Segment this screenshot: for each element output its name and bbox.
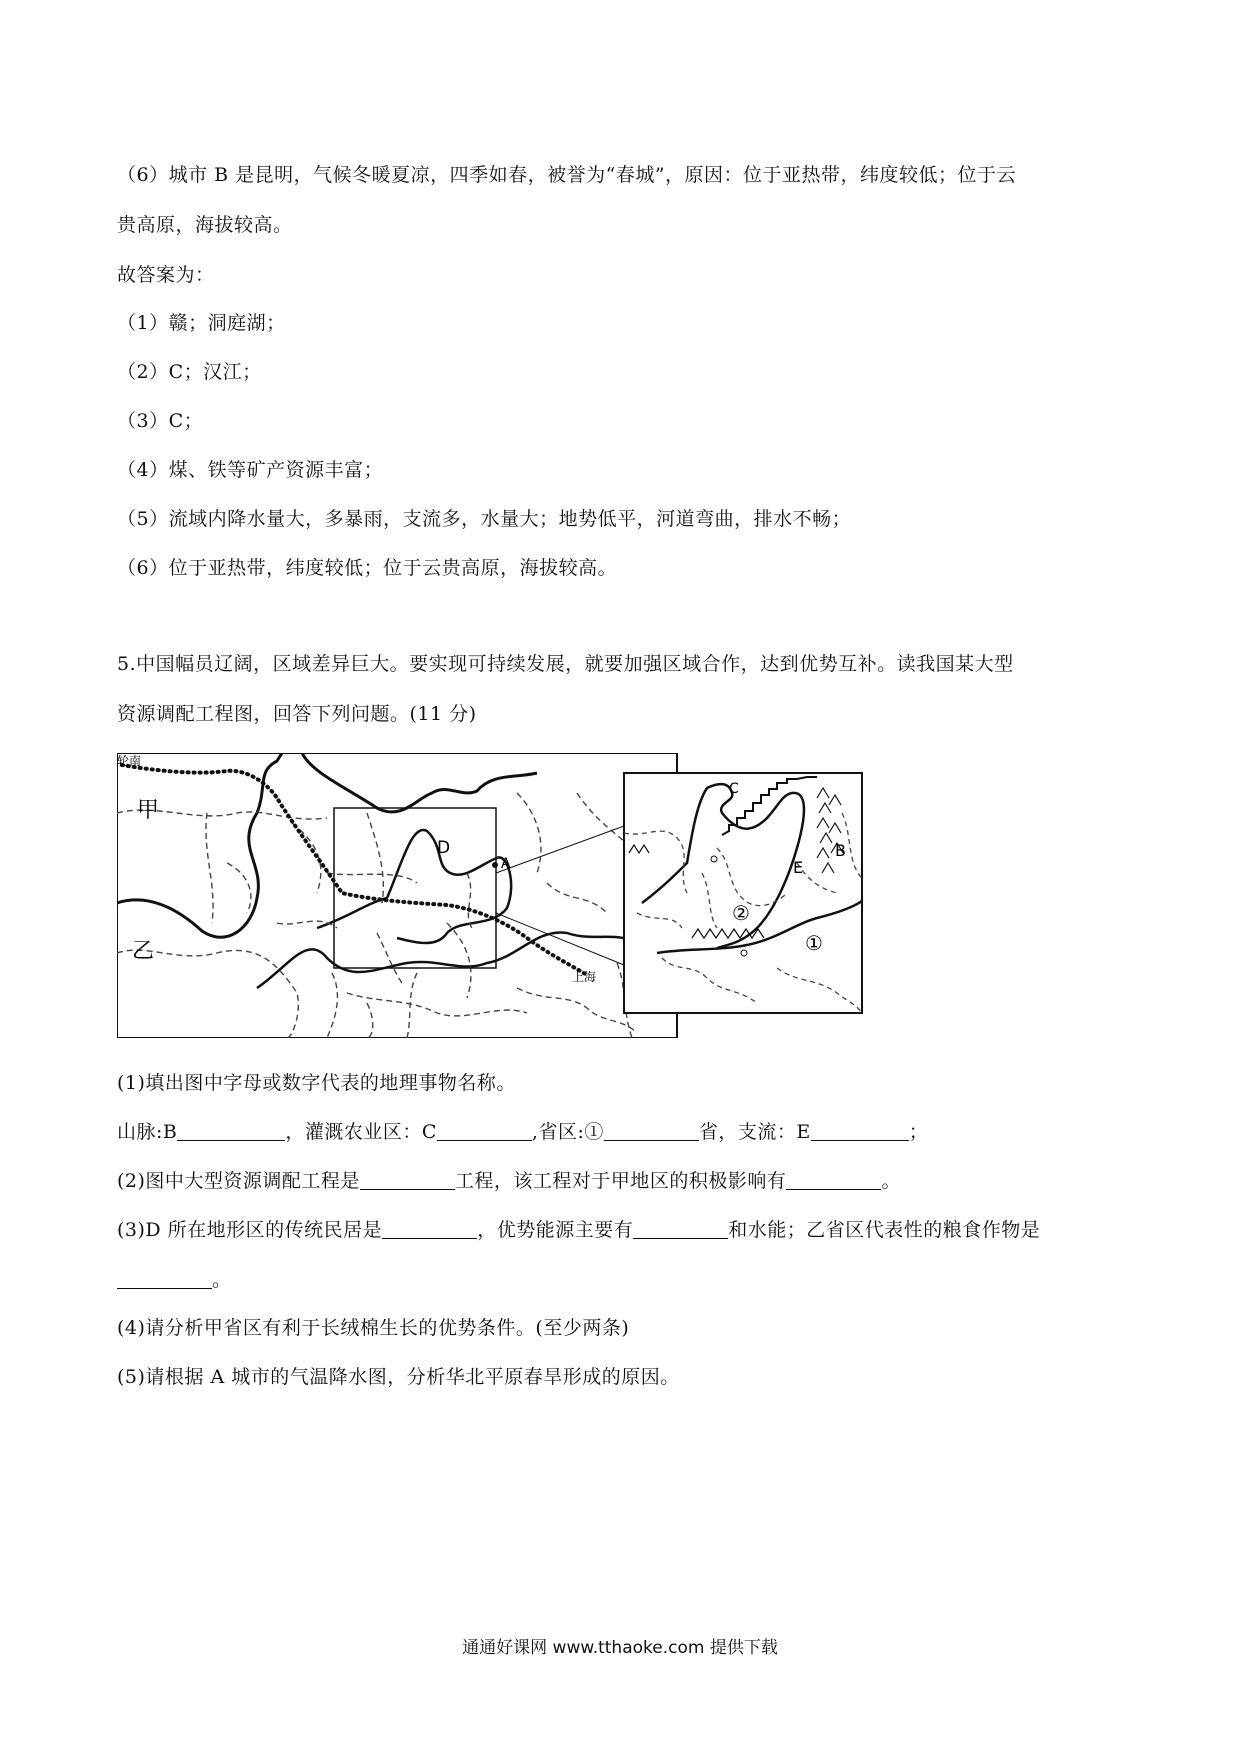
q2-part2: 工程，该工程对于甲地区的积极影响有 (454, 1170, 787, 1192)
dwelling-blank[interactable] (382, 1220, 477, 1239)
q5-sub2 (117, 1166, 901, 1193)
label-d: D (437, 838, 451, 858)
tributary-blank[interactable] (811, 1122, 909, 1141)
answer-2: （2）C；汉江； (117, 361, 262, 383)
q5-sub5: (5)请根据 A 城市的气温降水图，分析华北平原春旱形成的原因。 (117, 1366, 680, 1388)
label-e: E (793, 858, 804, 877)
page-footer: 通通好课网 www.tthaoke.com 提供下载 (462, 1638, 778, 1658)
left-map-frame (117, 753, 677, 1038)
label-lunnan: 轮南 (117, 754, 142, 768)
q5-stem-line1: 5.中国幅员辽阔，区域差异巨大。要实现可持续发展，就要加强区域合作，达到优势互补。读我国某大型 (117, 653, 1014, 675)
left-map (117, 753, 677, 1038)
q5-sub4: (4)请分析甲省区有利于长绒棉生长的优势条件。(至少两条) (117, 1317, 630, 1339)
answer-intro: 故答案为： (117, 264, 215, 286)
q5-sub3 (117, 1215, 1040, 1242)
q2-part3: 。 (881, 1170, 901, 1192)
q5-stem-line2: 资源调配工程图，回答下列问题。(11 分) (117, 703, 477, 725)
q5-sub1: (1)填出图中字母或数字代表的地理事物名称。 (117, 1072, 516, 1094)
answer-4: （4）煤、铁等矿产资源丰富； (117, 459, 384, 481)
label-c: C (729, 781, 739, 797)
label-a: A (501, 856, 511, 872)
answer-5: （5）流域内降水量大，多暴雨，支流多，水量大；地势低平，河道弯曲，排水不畅； (117, 508, 852, 530)
q3-part2: ，优势能源主要有 (477, 1219, 634, 1241)
answer-1: （1）赣；洞庭湖； (117, 312, 286, 334)
item6-line1: （6）城市 B 是昆明，气候冬暖夏凉，四季如春，被誉为“春城”，原因：位于亚热带，纬度较低；位于云 (117, 164, 1017, 186)
mountain-blank[interactable] (177, 1122, 285, 1141)
answer-6: （6）位于亚热带，纬度较低；位于云贵高原，海拔较高。 (117, 557, 618, 579)
label-circle-2: ② (732, 901, 750, 925)
irrigation-label: ，灌溉农业区：C (285, 1121, 437, 1143)
q5-sub1-fill (117, 1117, 928, 1144)
label-b: B (835, 841, 846, 860)
q3-part3: 和水能；乙省区代表性的粮食作物是 (728, 1219, 1041, 1241)
label-jia: 甲 (137, 798, 160, 823)
q3-line2-end: 。 (212, 1269, 232, 1291)
answer-3: （3）C； (117, 410, 204, 432)
energy-blank[interactable] (633, 1220, 728, 1239)
tributary-label: 省，支流：E (698, 1121, 811, 1143)
fill-end: ； (908, 1121, 929, 1143)
q5-sub3-line2 (117, 1265, 232, 1292)
city-a-dot (492, 862, 498, 868)
crop-blank[interactable] (117, 1270, 212, 1289)
label-circle-1: ① (805, 931, 823, 955)
inset-map-frame (624, 773, 862, 1013)
q2-part1: (2)图中大型资源调配工程是 (117, 1170, 360, 1192)
province-blank[interactable] (604, 1122, 699, 1141)
impact-blank[interactable] (786, 1171, 881, 1190)
project-blank[interactable] (360, 1171, 455, 1190)
item6-line2: 贵高原，海拔较高。 (117, 214, 293, 236)
label-shanghai: 上海 (572, 970, 597, 984)
q3-part1: (3)D 所在地形区的传统民居是 (117, 1219, 383, 1241)
mountain-label: 山脉:B (117, 1121, 178, 1143)
inset-map (624, 773, 862, 1013)
irrigation-blank[interactable] (437, 1122, 532, 1141)
resource-transfer-map (117, 753, 967, 1038)
label-yi: 乙 (132, 939, 155, 964)
province-label: ,省区:① (531, 1121, 604, 1143)
